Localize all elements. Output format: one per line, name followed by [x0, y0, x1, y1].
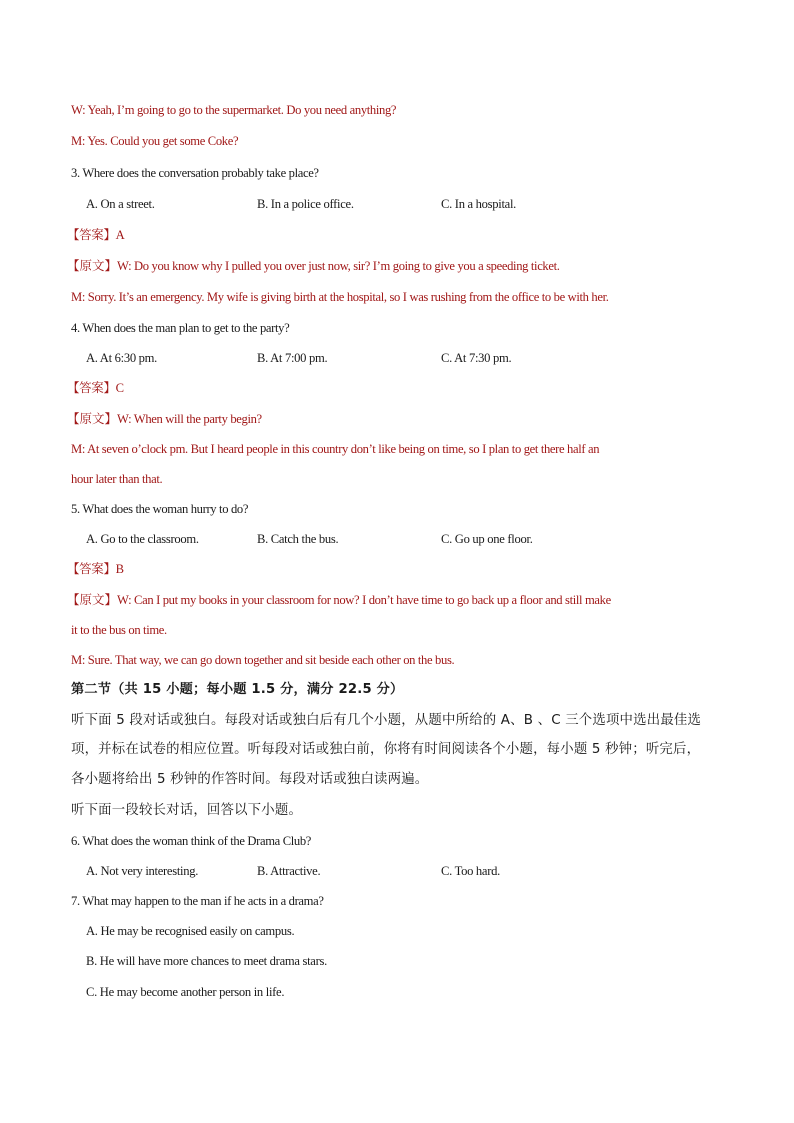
- q4-script-line: hour later than that.: [71, 472, 163, 486]
- section-instructions: 听下面 5 段对话或独白。每段对话或独白后有几个小题，从题中所给的 A、B 、C 三个选项中选出最佳选: [71, 713, 702, 728]
- answer-tag: 【答案】: [67, 227, 116, 242]
- answer-tag: 【答案】: [67, 380, 116, 395]
- answer-value: C: [115, 381, 124, 395]
- q4-script-line: M: At seven o’clock pm. But I heard people in this country don’t like being on time, so I plan to get there half an: [71, 442, 600, 456]
- question-4: 4. When does the man plan to get to the party?: [71, 321, 290, 335]
- q5-option-a: A. Go to the classroom.: [86, 532, 199, 546]
- q5-option-b: B. Catch the bus.: [257, 532, 339, 546]
- script-text: W: Can I put my books in your classroom for now? I don’t have time to go back up a floor and still make: [117, 593, 611, 607]
- q5-option-c: C. Go up one floor.: [441, 532, 533, 546]
- question-5: 5. What does the woman hurry to do?: [71, 502, 249, 516]
- script-tag: 【原文】: [67, 411, 118, 426]
- q4-option-a: A. At 6:30 pm.: [86, 351, 158, 365]
- q7-option-a: A. He may be recognised easily on campus.: [86, 924, 295, 938]
- q6-option-c: C. Too hard.: [441, 864, 500, 878]
- q7-option-b: B. He will have more chances to meet drama stars.: [86, 954, 327, 968]
- q3-option-a: A. On a street.: [86, 197, 155, 211]
- question-3: 3. Where does the conversation probably take place?: [71, 166, 319, 180]
- q5-answer: [67, 561, 124, 577]
- q4-option-c: C. At 7:30 pm.: [441, 351, 512, 365]
- q3-script-line: [67, 258, 560, 274]
- q7-option-c: C. He may become another person in life.: [86, 985, 285, 999]
- q3-script-line: M: Sorry. It’s an emergency. My wife is giving birth at the hospital, so I was rushing from the office to be with her.: [71, 290, 609, 304]
- answer-tag: 【答案】: [67, 561, 116, 576]
- q5-script-line: [67, 592, 611, 608]
- answer-value: B: [115, 562, 124, 576]
- q3-option-b: B. In a police office.: [257, 197, 354, 211]
- section-heading: 第二节（共 15 小题；每小题 1.5 分，满分 22.5 分）: [71, 682, 404, 697]
- section-instructions: 听下面一段较长对话，回答以下小题。: [71, 803, 303, 818]
- q6-option-b: B. Attractive.: [257, 864, 321, 878]
- q4-answer: [67, 380, 124, 396]
- answer-value: A: [115, 228, 125, 242]
- q6-option-a: A. Not very interesting.: [86, 864, 199, 878]
- dialogue-line: M: Yes. Could you get some Coke?: [71, 134, 239, 148]
- section-instructions: 项，并标在试卷的相应位置。听每段对话或独白前，你将有时间阅读各个小题，每小题 5 秒钟；听完后，: [71, 742, 701, 757]
- q5-script-line: it to the bus on time.: [71, 623, 167, 637]
- q4-option-b: B. At 7:00 pm.: [257, 351, 328, 365]
- question-6: 6. What does the woman think of the Drama Club?: [71, 834, 312, 848]
- script-tag: 【原文】: [67, 258, 118, 273]
- q3-option-c: C. In a hospital.: [441, 197, 517, 211]
- section-instructions: 各小题将给出 5 秒钟的作答时间。每段对话或独白读两遍。: [71, 772, 429, 787]
- script-text: W: When will the party begin?: [117, 412, 262, 426]
- dialogue-line: W: Yeah, I’m going to go to the supermarket. Do you need anything?: [71, 103, 397, 117]
- q4-script-line: [67, 411, 262, 427]
- script-text: W: Do you know why I pulled you over just now, sir? I’m going to give you a speeding ticket.: [117, 259, 560, 273]
- q3-answer: [67, 227, 124, 243]
- q5-script-line: M: Sure. That way, we can go down together and sit beside each other on the bus.: [71, 653, 455, 667]
- script-tag: 【原文】: [67, 592, 118, 607]
- question-7: 7. What may happen to the man if he acts in a drama?: [71, 894, 324, 908]
